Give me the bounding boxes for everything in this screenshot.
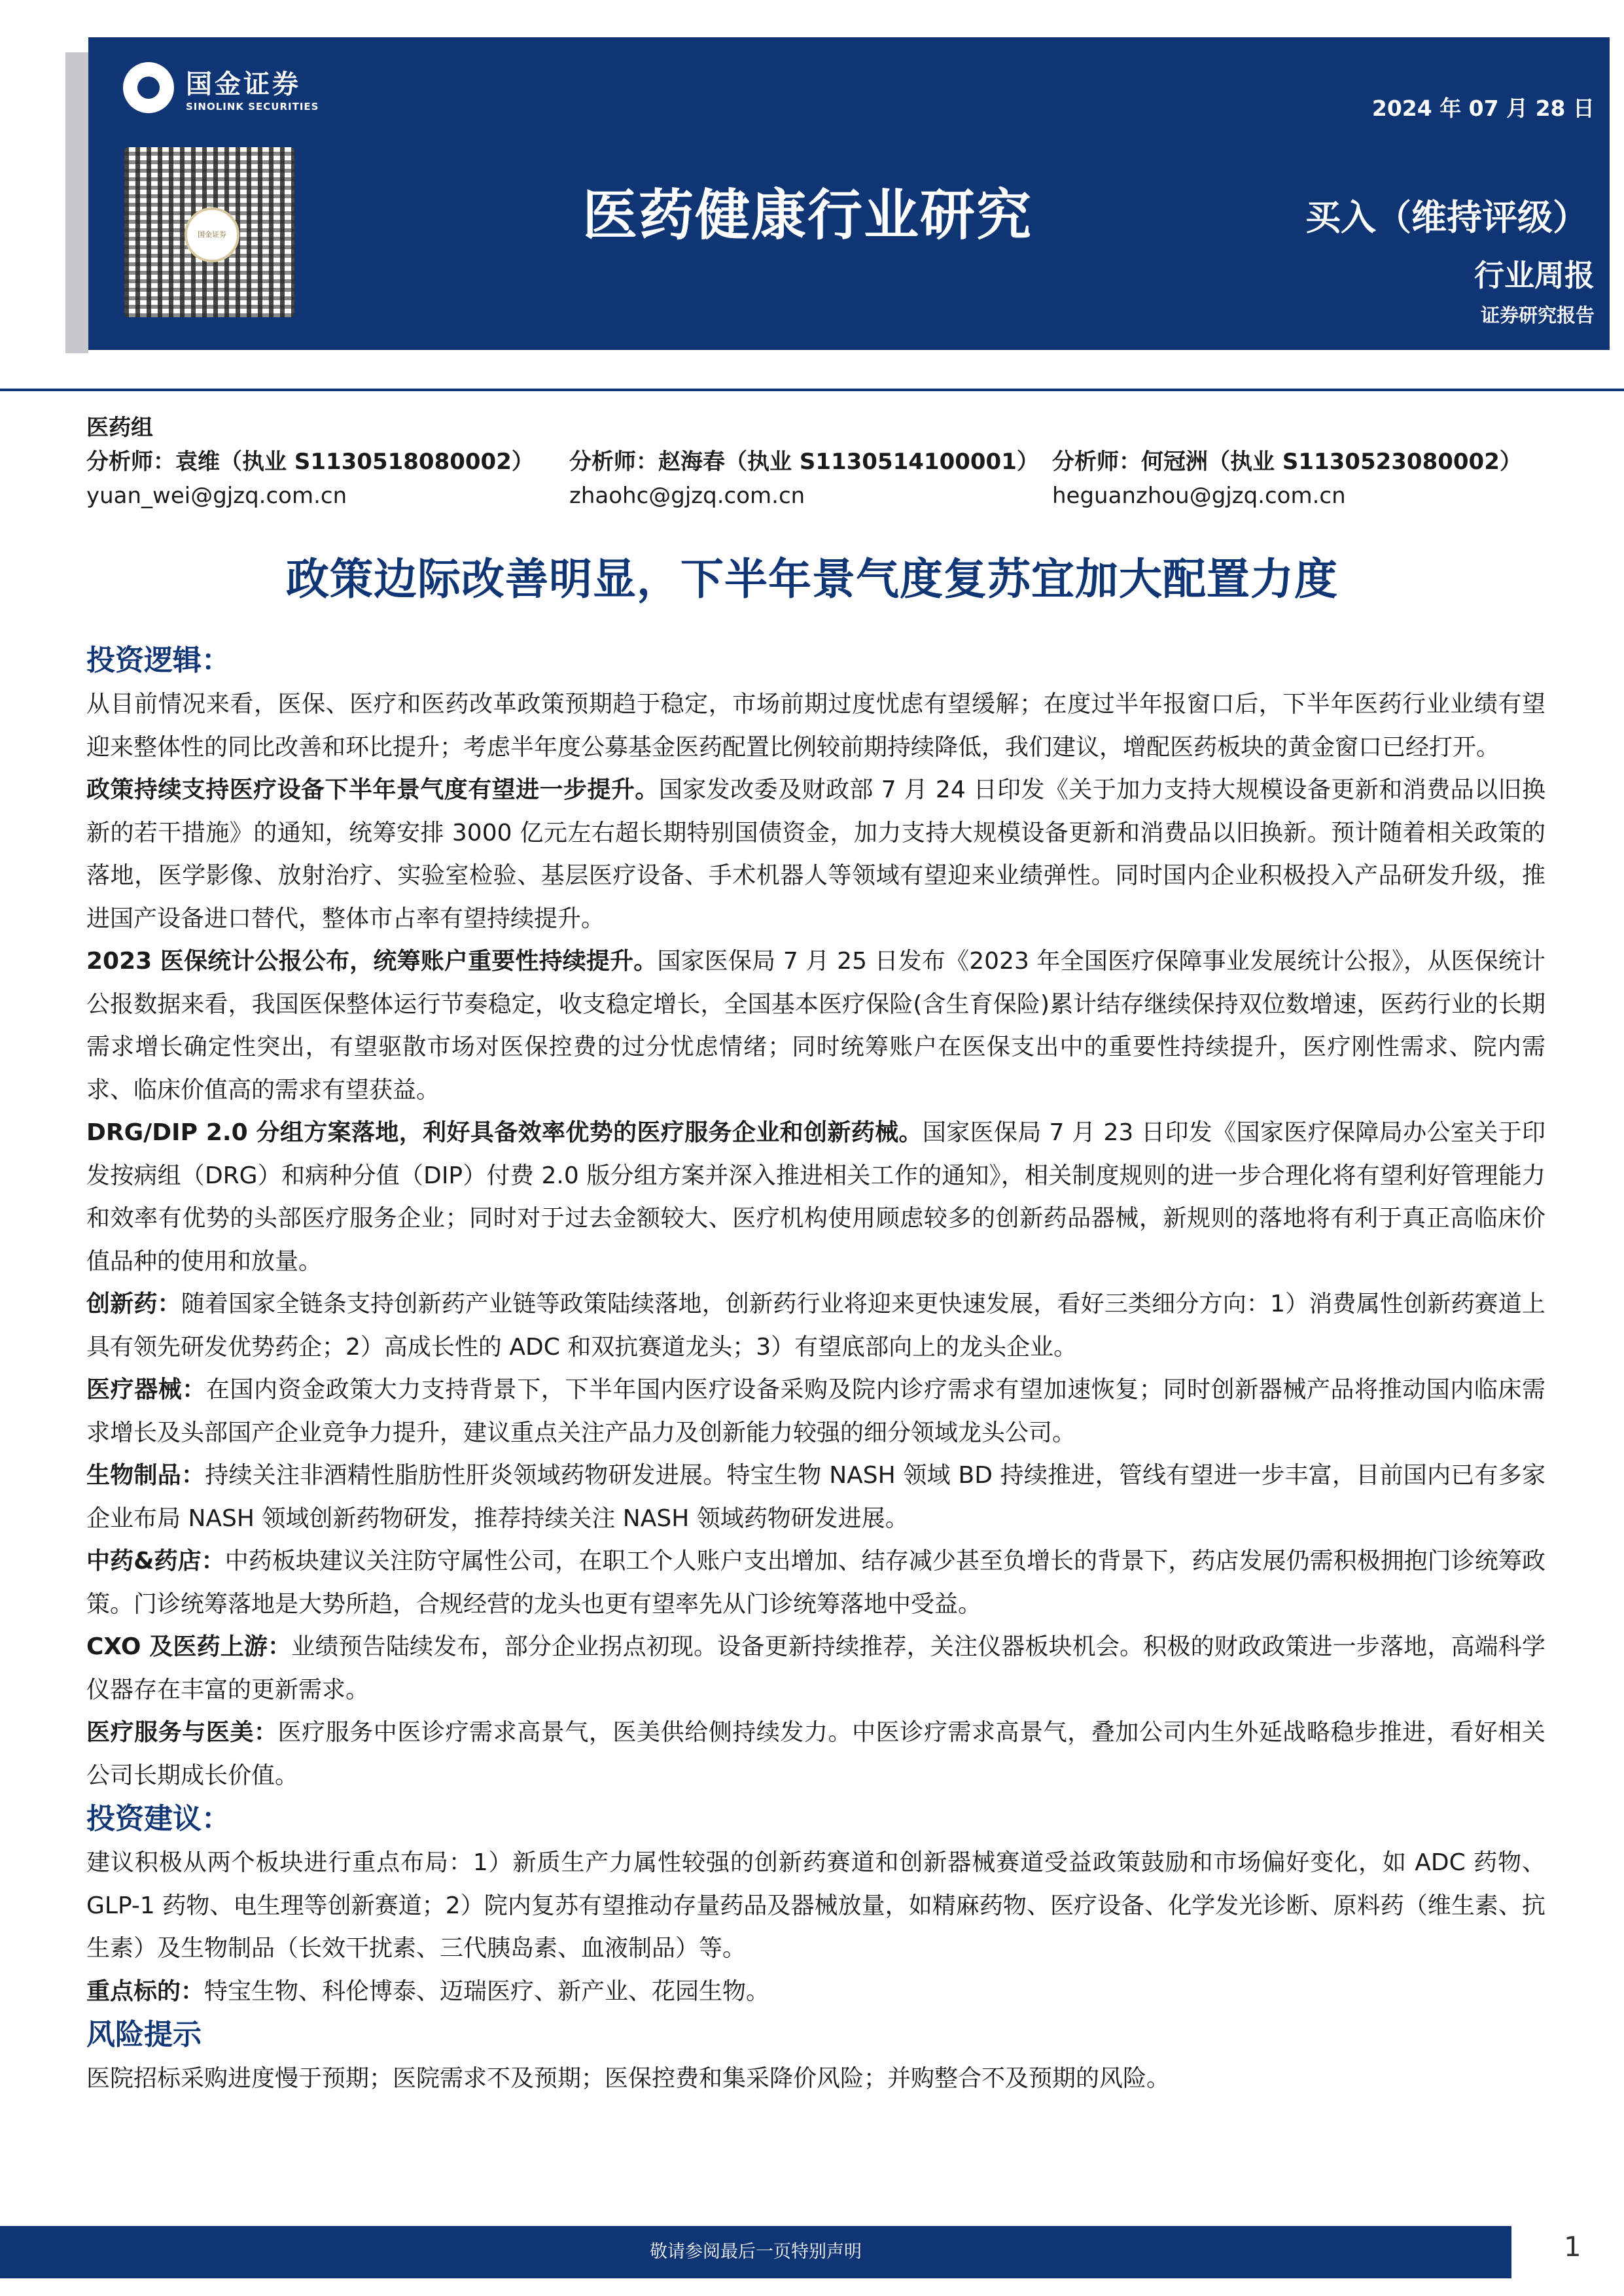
paragraph-body: 持续关注非酒精性脂肪性肝炎领域药物研发进展。特宝生物 NASH 领域 BD 持续推进，管线有望进一步丰富，目前国内已有多家企业布局 NASH 领域创新药物研发，推荐持续关注 NASH 领域药物研发进展。: [86, 1462, 1545, 1532]
paragraph-lead: CXO 及医药上游：: [86, 1633, 292, 1660]
paragraph: [86, 1368, 1545, 1454]
analyst-name: 分析师：袁维（执业 S1130518080002）: [86, 449, 534, 475]
analyst-email[interactable]: zhaohc@gjzq.com.cn: [569, 483, 805, 509]
header-side-bar: [65, 52, 88, 353]
logo-mark-icon: [123, 62, 174, 113]
section-title-logic: 投资逻辑：: [86, 644, 230, 677]
paragraph: [86, 1454, 1545, 1540]
analyst-email[interactable]: heguanzhou@gjzq.com.cn: [1052, 483, 1346, 509]
paragraph-lead: 医疗服务与医美：: [86, 1719, 278, 1746]
paragraph: [86, 769, 1545, 940]
section-title-advice: 投资建议：: [86, 1802, 230, 1835]
paragraph-lead: DRG/DIP 2.0 分组方案落地，利好具备效率优势的医疗服务企业和创新药械。: [86, 1119, 923, 1146]
paragraph: [86, 1540, 1545, 1626]
paragraph: [86, 1970, 1545, 2013]
paragraph-lead: 中药&药店：: [86, 1548, 225, 1574]
paragraph: [86, 1626, 1545, 1711]
analyst-item: [1052, 445, 1535, 513]
paragraph-body: 在国内资金政策大力支持背景下，下半年国内医疗设备采购及院内诊疗需求有望加速恢复；同时创新器械产品将推动国内临床需求增长及头部国产企业竞争力提升，建议重点关注产品力及创新能力较强的细分领域龙头公司。: [86, 1376, 1545, 1446]
report-headline: 政策边际改善明显，下半年景气度复苏宜加大配置力度: [286, 554, 1338, 604]
report-body: [86, 638, 1545, 2100]
paragraph-body: 业绩预告陆续发布，部分企业拐点初现。设备更新持续推荐，关注仪器板块机会。积极的财政政策进一步落地，高端科学仪器存在丰富的更新需求。: [86, 1633, 1545, 1703]
paragraph-body: 国家医保局 7 月 23 日印发《国家医疗保障局办公室关于印发按病组（DRG）和病种分值（DIP）付费 2.0 版分组方案并深入推进相关工作的通知》，相关制度规则的进一步合理化将有望利好管理能力和效率有优势的头部医疗服务企业；同时对于过去金额较大、医疗机构使用顾虑较多的创新药品器械，新规则的落地将有利于真正高临床价值品种的使用和放量。: [86, 1119, 1545, 1275]
risk-body: 医院招标采购进度慢于预期；医院需求不及预期；医保控费和集采降价风险；并购整合不及预期的风险。: [86, 2065, 1171, 2092]
analyst-list: [86, 445, 1565, 513]
paragraph-body: 国家发改委及财政部 7 月 24 日印发《关于加力支持大规模设备更新和消费品以旧换新的若干措施》的通知，统筹安排 3000 亿元左右超长期特别国债资金，加力支持大规模设备更新和消费品以旧换新。预计随着相关政策的落地，医学影像、放射治疗、实验室检验、基层医疗设备、手术机器人等领域有望迎来业绩弹性。同时国内企业积极投入产品研发升级，推进国产设备进口替代，整体市占率有望持续提升。: [86, 776, 1545, 932]
paragraph-lead: 生物制品：: [86, 1462, 205, 1489]
paragraph-lead: 创新药：: [86, 1291, 181, 1317]
report-type: 行业周报: [1474, 258, 1595, 293]
analyst-block: [86, 411, 1565, 513]
company-logo: [123, 62, 319, 113]
paragraph-lead: 2023 医保统计公报公布，统筹账户重要性持续提升。: [86, 948, 658, 975]
paragraph-body: 中药板块建议关注防守属性公司，在职工个人账户支出增加、结存减少甚至负增长的背景下，药店发展仍需积极拥抱门诊统筹政策。门诊统筹落地是大势所趋，合规经营的龙头也更有望率先从门诊统筹落地中受益。: [86, 1548, 1545, 1618]
paragraph-lead: 医疗器械：: [86, 1376, 206, 1403]
report-title: 医药健康行业研究: [582, 183, 1033, 247]
page-number: 1: [1564, 2231, 1581, 2263]
analyst-name: 分析师：何冠洲（执业 S1130523080002）: [1052, 449, 1522, 475]
rating-label: 买入（维持评级）: [1305, 197, 1588, 238]
advice-body: 建议积极从两个板块进行重点布局：1）新质生产力属性较强的创新药赛道和创新器械赛道受益政策鼓励和市场偏好变化，如 ADC 药物、GLP-1 药物、电生理等创新赛道；2）院内复苏有望推动存量药品及器械放量，如精麻药物、医疗设备、化学发光诊断、原料药（维生素、抗生素）及生物制品（长效干扰素、三代胰岛素、血液制品）等。: [86, 1849, 1545, 1962]
paragraph: [86, 1111, 1545, 1283]
report-subtype: 证券研究报告: [1480, 304, 1595, 326]
paragraph: [86, 940, 1545, 1111]
logo-en: SINOLINK SECURITIES: [186, 100, 319, 113]
logic-intro: 从目前情况来看，医保、医疗和医药改革政策预期趋于稳定，市场前期过度忧虑有望缓解；在度过半年报窗口后，下半年医药行业业绩有望迎来整体性的同比改善和环比提升；考虑半年度公募基金医药配置比例较前期持续降低，我们建议，增配医药板块的黄金窗口已经打开。: [86, 691, 1545, 761]
qr-code-icon: [124, 147, 294, 317]
targets-lead: 重点标的：: [86, 1977, 205, 2005]
header-divider: [0, 389, 1624, 391]
paragraph-lead: 政策持续支持医疗设备下半年景气度有望进一步提升。: [86, 776, 659, 803]
section-title-risk: 风险提示: [86, 2018, 202, 2051]
group-label: 医药组: [86, 415, 153, 441]
qr-center-badge: 国金证券: [185, 207, 239, 262]
analyst-item: [86, 445, 569, 513]
analyst-item: [569, 445, 1052, 513]
footer-disclaimer: 敬请参阅最后一页特别声明: [650, 2242, 862, 2262]
targets-body: 特宝生物、科伦博泰、迈瑞医疗、新产业、花园生物。: [204, 1977, 770, 2005]
logo-text: [186, 63, 319, 113]
analyst-name: 分析师：赵海春（执业 S1130514100001）: [569, 449, 1039, 475]
paragraph: [86, 1283, 1545, 1368]
report-date: 2024 年 07 月 28 日: [1371, 96, 1595, 121]
paragraph-body: 随着国家全链条支持创新药产业链等政策陆续落地，创新药行业将迎来更快速发展，看好三类细分方向：1）消费属性创新药赛道上具有领先研发优势药企；2）高成长性的 ADC 和双抗赛道龙头；3）有望底部向上的龙头企业。: [86, 1291, 1545, 1361]
analyst-email[interactable]: yuan_wei@gjzq.com.cn: [86, 483, 347, 509]
logo-cn: 国金证券: [186, 69, 301, 99]
paragraph-body: 医疗服务中医诊疗需求高景气，医美供给侧持续发力。中医诊疗需求高景气，叠加公司内生外延战略稳步推进，看好相关公司长期成长价值。: [86, 1719, 1545, 1789]
paragraph: [86, 1711, 1545, 1797]
paragraph-body: 国家医保局 7 月 25 日发布《2023 年全国医疗保障事业发展统计公报》，从医保统计公报数据来看，我国医保整体运行节奏稳定，收支稳定增长，全国基本医疗保险(含生育保险)累计结存继续保持双位数增速，医药行业的长期需求增长确定性突出，有望驱散市场对医保控费的过分忧虑情绪；同时统筹账户在医保支出中的重要性持续提升，医疗刚性需求、院内需求、临床价值高的需求有望获益。: [86, 948, 1545, 1104]
